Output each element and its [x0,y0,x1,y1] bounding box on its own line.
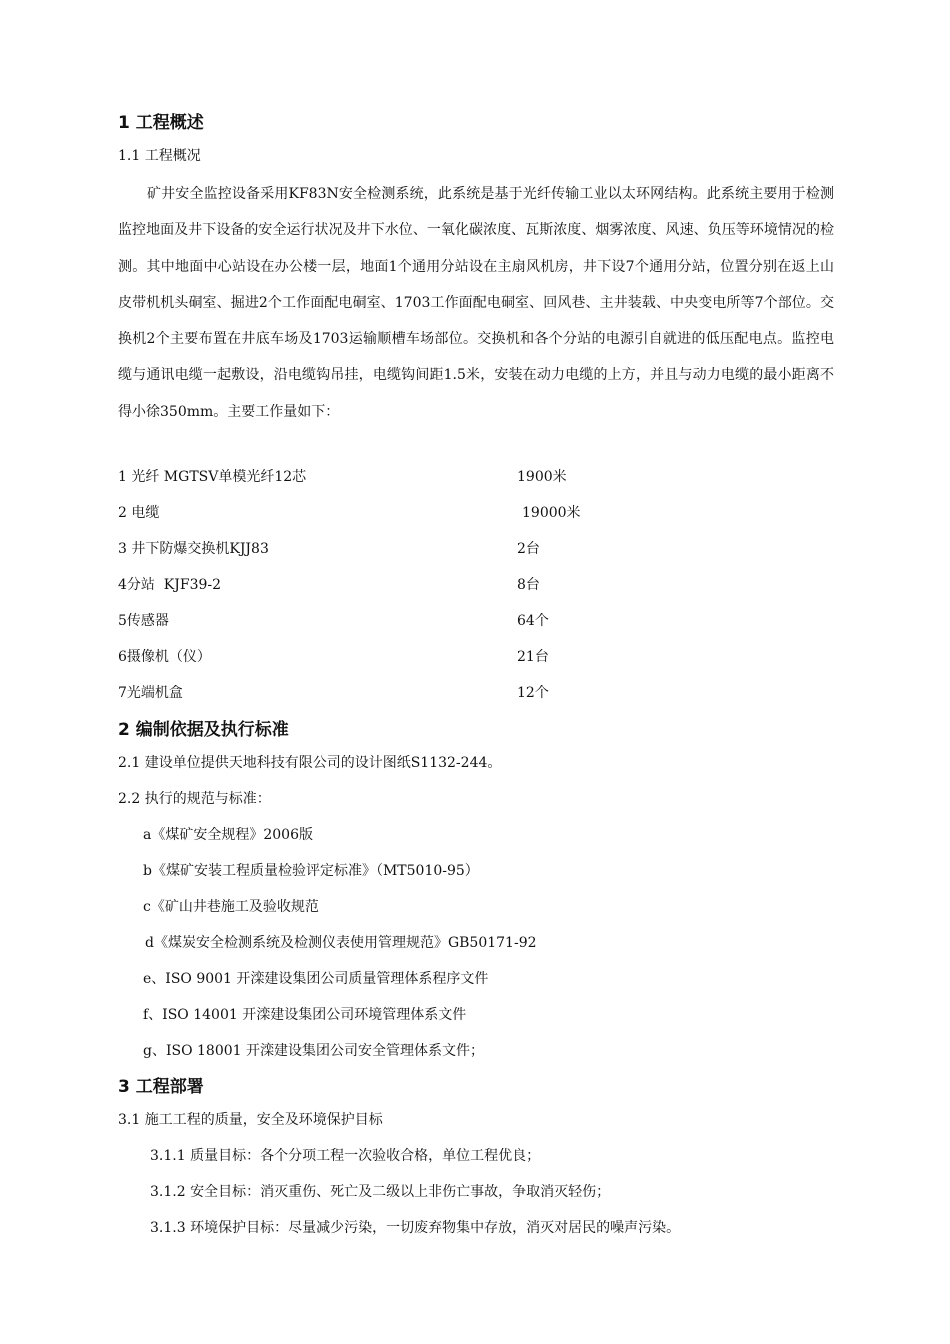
quantity-amount: 8台 [517,577,540,593]
quantity-item: 1 光纤 MGTSV单模光纤12芯 [118,469,307,485]
goal-item: 3.1.3 环境保护目标：尽量减少污染，一切废弃物集中存放，消灭对居民的噪声污染。 [150,1220,681,1236]
section-2-1-item: 2.1 建设单位提供天地科技有限公司的设计图纸S1132-244。 [118,755,502,771]
section-3-1-subheading: 3.1 施工工程的质量，安全及环境保护目标 [118,1112,383,1128]
quantity-amount: 12个 [517,685,549,701]
quantity-amount: 1900米 [517,469,567,485]
section-2-heading: 2 编制依据及执行标准 [118,720,289,740]
standard-item: c《矿山井巷施工及验收规范 [143,899,319,915]
quantity-item: 4分站 KJF39-2 [118,577,222,593]
quantity-item: 2 电缆 [118,505,160,521]
standard-item: e、ISO 9001 开滦建设集团公司质量管理体系程序文件 [143,971,489,987]
quantity-item: 5传感器 [118,613,169,629]
standard-item: f、ISO 14001 开滦建设集团公司环境管理体系文件 [143,1007,467,1023]
quantity-amount: 19000米 [522,505,581,521]
standard-item: a《煤矿安全规程》2006版 [143,827,313,843]
standard-item: g、ISO 18001 开滦建设集团公司安全管理体系文件； [143,1043,484,1059]
section-2-2-item: 2.2 执行的规范与标准： [118,791,271,807]
standard-item: d《煤炭安全检测系统及检测仪表使用管理规范》GB50171-92 [145,935,537,951]
goal-item: 3.1.1 质量目标：各个分项工程一次验收合格，单位工程优良； [150,1148,541,1164]
quantity-amount: 64个 [517,613,549,629]
overview-paragraph: 矿井安全监控设备采用KF83N安全检测系统，此系统是基于光纤传输工业以太环网结构。此系统主要用于检测监控地面及井下设备的安全运行状况及井下水位、一氧化碳浓度、瓦斯浓度、烟雾浓度、风速、负压等环境情况的检测。其中地面中心站设在办公楼一层，地面1个通用分站设在主扇风机房，井下设7个通用分站，位置分别在返上山皮带机机头硐室、掘进2个工作面配电硐室、1703工作面配电硐室、回风巷、主井装载、中央变电所等7个部位。交换机2个主要布置在井底车场及1703运输顺槽车场部位。交换机和各个分站的电源引自就进的低压配电点。监控电缆与通讯电缆一起敷设，沿电缆钩吊挂，电缆钩间距1.5米，安装在动力电缆的上方，并且与动力电缆的最小距离不得小徐350mm。主要工作量如下： [118,186,834,420]
section-1-heading: 1 工程概述 [118,113,204,133]
quantity-item: 7光端机盒 [118,685,183,701]
quantity-amount: 2台 [517,541,540,557]
standard-item: b《煤矿安装工程质量检验评定标准》（MT5010-95） [143,863,479,879]
quantity-amount: 21台 [517,649,549,665]
quantity-item: 6摄像机（仪） [118,649,211,665]
section-3-heading: 3 工程部署 [118,1077,204,1097]
goal-item: 3.1.2 安全目标：消灭重伤、死亡及二级以上非伤亡事故，争取消灭轻伤； [150,1184,611,1200]
quantity-item: 3 井下防爆交换机KJJ83 [118,541,269,557]
section-1-1-subheading: 1.1 工程概况 [118,148,201,164]
